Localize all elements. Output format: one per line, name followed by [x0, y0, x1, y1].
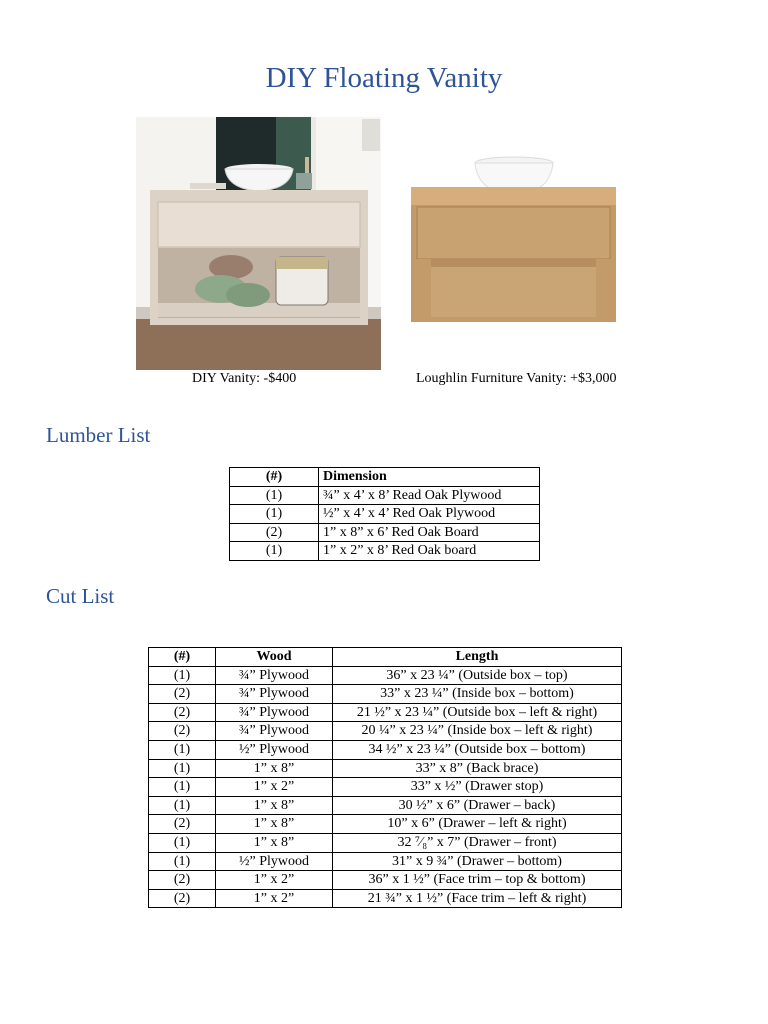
- wood-cell: ¾” Plywood: [216, 666, 333, 685]
- length-cell: 20 ¼” x 23 ¼” (Inside box – left & right): [333, 722, 622, 741]
- wood-cell: 1” x 8”: [216, 815, 333, 834]
- quantity-cell: (1): [149, 833, 216, 852]
- length-cell: 30 ½” x 6” (Drawer – back): [333, 796, 622, 815]
- column-header: Wood: [216, 648, 333, 667]
- table-row: [149, 815, 622, 834]
- quantity-cell: (2): [149, 722, 216, 741]
- table-row: [149, 852, 622, 871]
- table-row: [230, 486, 540, 505]
- table-row: [149, 796, 622, 815]
- table-row: [149, 871, 622, 890]
- length-cell: 31” x 9 ¾” (Drawer – bottom): [333, 852, 622, 871]
- wood-cell: 1” x 8”: [216, 796, 333, 815]
- lumber-list-heading: Lumber List: [46, 423, 151, 447]
- quantity-cell: (1): [149, 740, 216, 759]
- table-row: [230, 523, 540, 542]
- table-row: [149, 703, 622, 722]
- length-cell: 34 ½” x 23 ¼” (Outside box – bottom): [333, 740, 622, 759]
- loughlin-vanity-caption: Loughlin Furniture Vanity: +$3,000: [416, 371, 617, 386]
- wood-cell: 1” x 2”: [216, 889, 333, 908]
- quantity-cell: (1): [149, 796, 216, 815]
- wood-cell: 1” x 2”: [216, 778, 333, 797]
- dimension-cell: 1” x 2” x 8’ Red Oak board: [319, 542, 540, 561]
- diy-vanity-caption: DIY Vanity: -$400: [192, 371, 297, 386]
- quantity-cell: (2): [230, 523, 319, 542]
- length-cell: 36” x 1 ½” (Face trim – top & bottom): [333, 871, 622, 890]
- length-cell: 21 ¾” x 1 ½” (Face trim – left & right): [333, 889, 622, 908]
- cut-table: [148, 647, 622, 908]
- table-row: [230, 505, 540, 524]
- wood-cell: ¾” Plywood: [216, 703, 333, 722]
- quantity-cell: (2): [149, 871, 216, 890]
- lumber-table: [229, 467, 540, 561]
- column-header: (#): [149, 648, 216, 667]
- column-header: Dimension: [319, 468, 540, 487]
- quantity-cell: (2): [149, 889, 216, 908]
- dimension-cell: 1” x 8” x 6’ Red Oak Board: [319, 523, 540, 542]
- wood-cell: 1” x 8”: [216, 759, 333, 778]
- diy-vanity-photo: [136, 117, 381, 370]
- quantity-cell: (1): [230, 486, 319, 505]
- length-cell: 33” x 23 ¼” (Inside box – bottom): [333, 685, 622, 704]
- length-cell: 33” x 8” (Back brace): [333, 759, 622, 778]
- table-row: [149, 666, 622, 685]
- wood-cell: ½” Plywood: [216, 740, 333, 759]
- length-cell: 21 ½” x 23 ¼” (Outside box – left & right): [333, 703, 622, 722]
- quantity-cell: (2): [149, 703, 216, 722]
- table-row: [149, 685, 622, 704]
- quantity-cell: (2): [149, 815, 216, 834]
- quantity-cell: (1): [149, 852, 216, 871]
- wood-cell: 1” x 2”: [216, 871, 333, 890]
- column-header: Length: [333, 648, 622, 667]
- wood-cell: ½” Plywood: [216, 852, 333, 871]
- table-row: [149, 833, 622, 852]
- quantity-cell: (1): [149, 778, 216, 797]
- table-row: [230, 542, 540, 561]
- table-row: [149, 778, 622, 797]
- wood-cell: ¾” Plywood: [216, 722, 333, 741]
- quantity-cell: (1): [230, 542, 319, 561]
- table-row: [149, 722, 622, 741]
- table-header-row: [230, 468, 540, 487]
- table-row: [149, 889, 622, 908]
- quantity-cell: (1): [149, 759, 216, 778]
- wood-cell: 1” x 8”: [216, 833, 333, 852]
- wood-cell: ¾” Plywood: [216, 685, 333, 704]
- loughlin-vanity-photo: [400, 117, 632, 370]
- column-header: (#): [230, 468, 319, 487]
- quantity-cell: (1): [149, 666, 216, 685]
- quantity-cell: (2): [149, 685, 216, 704]
- table-row: [149, 740, 622, 759]
- length-cell: 32 ⁷⁄₈” x 7” (Drawer – front): [333, 833, 622, 852]
- quantity-cell: (1): [230, 505, 319, 524]
- cut-list-heading: Cut List: [46, 584, 115, 608]
- dimension-cell: ½” x 4’ x 4’ Red Oak Plywood: [319, 505, 540, 524]
- table-row: [149, 759, 622, 778]
- length-cell: 10” x 6” (Drawer – left & right): [333, 815, 622, 834]
- length-cell: 33” x ½” (Drawer stop): [333, 778, 622, 797]
- table-header-row: [149, 648, 622, 667]
- length-cell: 36” x 23 ¼” (Outside box – top): [333, 666, 622, 685]
- page-title: DIY Floating Vanity: [265, 62, 503, 94]
- dimension-cell: ¾” x 4’ x 8’ Read Oak Plywood: [319, 486, 540, 505]
